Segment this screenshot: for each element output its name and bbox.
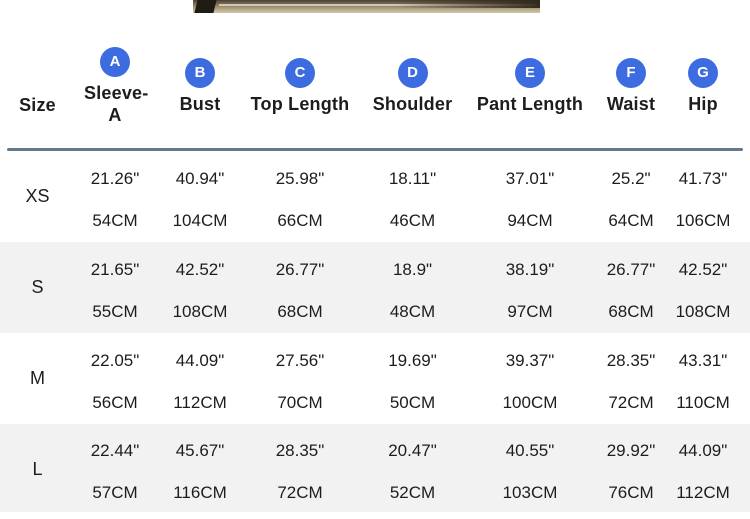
- cm-value: 110CM: [676, 392, 730, 412]
- cm-value: 97CM: [507, 301, 553, 321]
- cm-value: 50CM: [389, 392, 436, 412]
- column-letter-badge-f: F: [616, 58, 646, 88]
- inches-value: 22.44": [90, 441, 140, 460]
- measurement-cell: [672, 424, 750, 514]
- measurement-cell: [470, 242, 590, 333]
- measurement-cell: [155, 424, 245, 514]
- cm-value: 103CM: [502, 483, 558, 502]
- size-label: XS: [25, 186, 50, 206]
- measurement-cell: [245, 151, 355, 242]
- size-chart-table: [0, 13, 750, 512]
- column-letter-badge-d: D: [398, 58, 428, 88]
- inches-value: 42.52": [175, 259, 225, 279]
- inches-value: 39.37": [505, 350, 555, 370]
- measurement-cell: [155, 333, 245, 424]
- column-header-label: Bust: [179, 93, 221, 114]
- column-header-pant-length: [470, 13, 590, 148]
- measurement-cell: [590, 333, 672, 424]
- measurement-cell: [75, 424, 155, 514]
- measurement-cell: [245, 333, 355, 424]
- column-header-label: Pant Length: [476, 93, 584, 114]
- table-body: [0, 151, 750, 512]
- table-header: [0, 13, 750, 148]
- column-letter-badge-g: G: [688, 58, 718, 88]
- measurement-cell: [355, 151, 470, 242]
- size-row-xs: [0, 151, 750, 242]
- inches-value: 21.26": [90, 168, 140, 188]
- size-label: L: [32, 458, 43, 479]
- cm-value: 76CM: [608, 483, 654, 502]
- size-label: S: [31, 277, 44, 297]
- cm-value: 64CM: [608, 210, 654, 230]
- cm-value: 66CM: [277, 210, 323, 230]
- column-header-label: Top Length: [250, 93, 350, 114]
- cm-value: 112CM: [676, 483, 730, 502]
- inches-value: 29.92": [606, 441, 656, 460]
- inches-value: 44.09": [678, 441, 728, 460]
- photo-shadow-right: [394, 0, 540, 8]
- inches-value: 40.94": [175, 168, 225, 188]
- cm-value: 108CM: [172, 301, 228, 321]
- measurement-cell: [355, 424, 470, 514]
- column-header-sleeve-a: [75, 13, 155, 148]
- inches-value: 26.77": [606, 259, 656, 279]
- inches-value: 28.35": [275, 441, 325, 460]
- column-letter-badge-a: A: [100, 47, 130, 77]
- measurement-cell: [470, 333, 590, 424]
- inches-value: 37.01": [505, 168, 555, 188]
- inches-value: 25.98": [275, 168, 325, 188]
- column-letter-badge-b: B: [185, 58, 215, 88]
- inches-value: 20.47": [388, 441, 437, 460]
- column-header-top-length: [245, 13, 355, 148]
- measurement-cell: [355, 242, 470, 333]
- column-header-size: [0, 13, 75, 148]
- cm-value: 46CM: [389, 210, 436, 230]
- inches-value: 22.05": [90, 350, 140, 370]
- inches-value: 26.77": [275, 259, 325, 279]
- cm-value: 54CM: [92, 210, 138, 230]
- inches-value: 25.2": [611, 168, 651, 188]
- measurement-cell: [155, 242, 245, 333]
- measurement-cell: [590, 424, 672, 514]
- cm-value: 56CM: [92, 392, 138, 412]
- column-header-label: Hip: [688, 93, 718, 114]
- column-header-label: Sleeve-A: [84, 82, 149, 125]
- cm-value: 106CM: [675, 210, 731, 230]
- cm-value: 116CM: [173, 483, 227, 502]
- measurement-cell: [470, 151, 590, 242]
- size-row-s: [0, 242, 750, 333]
- column-header-bust: [155, 13, 245, 148]
- size-label: M: [30, 368, 45, 388]
- cm-value: 104CM: [172, 210, 228, 230]
- cm-value: 108CM: [675, 301, 731, 321]
- measurement-cell: [245, 424, 355, 514]
- column-header-label: Size: [19, 95, 56, 115]
- inches-value: 44.09": [175, 350, 225, 370]
- inches-value: 41.73": [678, 168, 728, 188]
- inches-value: 38.19": [505, 259, 555, 279]
- cm-value: 94CM: [507, 210, 553, 230]
- cm-value: 68CM: [608, 301, 654, 321]
- measurement-cell: [590, 242, 672, 333]
- column-letter-badge-e: E: [515, 58, 545, 88]
- measurement-cell: [75, 333, 155, 424]
- measurement-cell: [75, 242, 155, 333]
- column-header-hip: [672, 13, 750, 148]
- measurement-cell: [590, 151, 672, 242]
- measurement-cell: [75, 151, 155, 242]
- measurement-cell: [155, 151, 245, 242]
- cm-value: 57CM: [92, 483, 138, 502]
- measurement-cell: [672, 242, 750, 333]
- column-header-label: Shoulder: [372, 93, 453, 114]
- product-photo-crop: [193, 0, 540, 13]
- cm-value: 100CM: [502, 392, 558, 412]
- measurement-cell: [470, 424, 590, 514]
- inches-value: 19.69": [388, 350, 437, 370]
- inches-value: 18.11": [388, 168, 437, 188]
- measurement-cell: [355, 333, 470, 424]
- measurement-cell: [245, 242, 355, 333]
- inches-value: 40.55": [505, 441, 555, 460]
- size-row-m: [0, 333, 750, 424]
- cm-value: 48CM: [389, 301, 436, 321]
- measurement-cell: [672, 333, 750, 424]
- inches-value: 21.65": [90, 259, 140, 279]
- column-letter-badge-c: C: [285, 58, 315, 88]
- inches-value: 42.52": [678, 259, 728, 279]
- inches-value: 18.9": [392, 259, 433, 279]
- column-header-waist: [590, 13, 672, 148]
- cm-value: 70CM: [277, 392, 323, 412]
- inches-value: 27.56": [275, 350, 325, 370]
- cm-value: 68CM: [277, 301, 323, 321]
- photo-shadow-left: [194, 0, 216, 13]
- column-header-label: Waist: [606, 93, 656, 114]
- inches-value: 45.67": [175, 441, 225, 460]
- cm-value: 112CM: [173, 392, 227, 412]
- inches-value: 28.35": [606, 350, 656, 370]
- measurement-cell: [672, 151, 750, 242]
- cm-value: 72CM: [277, 483, 323, 502]
- size-row-l: [0, 424, 750, 512]
- cm-value: 55CM: [92, 301, 138, 321]
- cm-value: 52CM: [389, 483, 436, 502]
- inches-value: 43.31": [678, 350, 728, 370]
- cm-value: 72CM: [608, 392, 654, 412]
- column-header-shoulder: [355, 13, 470, 148]
